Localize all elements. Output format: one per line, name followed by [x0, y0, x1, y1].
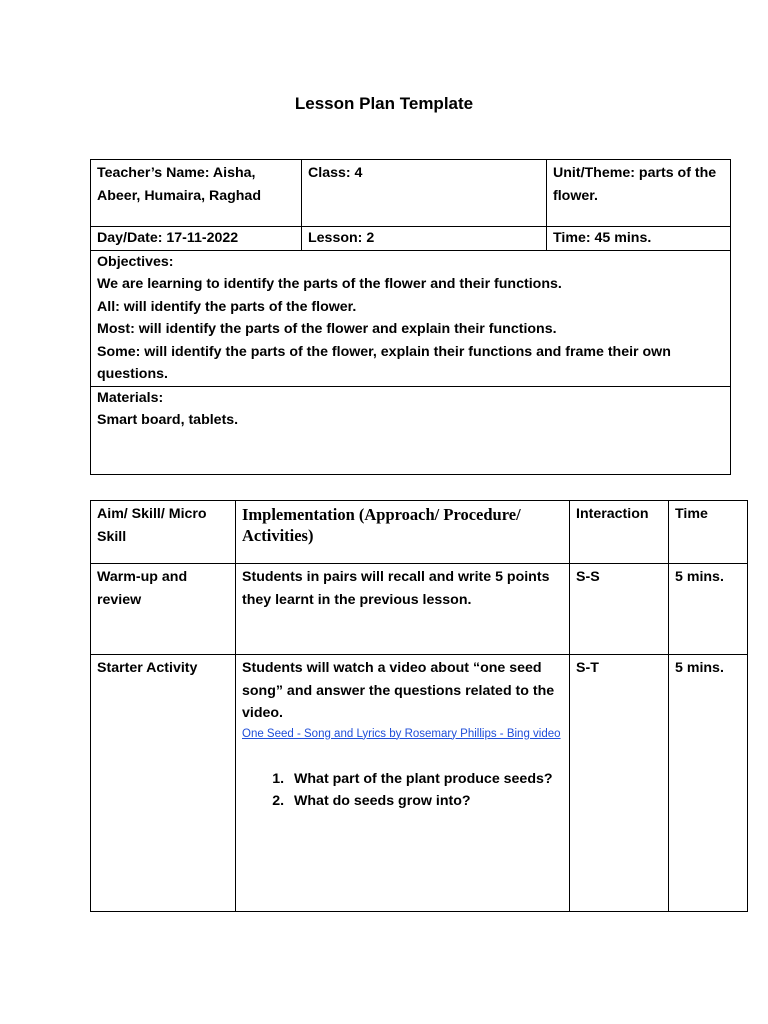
lesson-cell: Lesson: 2 [302, 227, 547, 251]
aim-cell: Warm-up and review [91, 564, 236, 655]
objectives-heading: Objectives: [97, 253, 174, 270]
objective-line: All: will identify the parts of the flower. [97, 298, 357, 315]
materials-text: Smart board, tablets. [97, 412, 239, 428]
materials-cell [91, 386, 731, 474]
list-item: 1. What part of the plant produce seeds? [288, 768, 563, 791]
time-cell: 5 mins. [669, 564, 748, 655]
aim-skill-header: Aim/ Skill/ Micro Skill [91, 501, 236, 564]
time-cell: Time: 45 mins. [547, 227, 731, 251]
video-link[interactable]: One Seed - Song and Lyrics by Rosemary Phillips - Bing video [242, 727, 561, 740]
table-row [91, 227, 731, 251]
list-item: 2. What do seeds grow into? [288, 790, 563, 813]
day-date-cell: Day/Date: 17-11-2022 [91, 227, 302, 251]
objective-line: Most: will identify the parts of the flower and explain their functions. [97, 321, 557, 337]
teacher-name-cell: Teacher’s Name: Aisha, Abeer, Humaira, Raghad [91, 160, 302, 227]
table-row [91, 386, 731, 474]
objective-line: We are learning to identify the parts of the flower and their functions. [97, 276, 562, 292]
table-row [91, 655, 748, 912]
page-title: Lesson Plan Template [294, 94, 474, 113]
activity-cell [236, 655, 570, 912]
activity-cell: Students in pairs will recall and write 5 points they learnt in the previous lesson. [236, 564, 570, 655]
class-cell: Class: 4 [302, 160, 547, 227]
table-row [91, 564, 748, 655]
interaction-header: Interaction [570, 501, 669, 564]
interaction-cell: S-S [570, 564, 669, 655]
question-list [242, 768, 563, 813]
unit-theme-cell: Unit/Theme: parts of the flower. [547, 160, 731, 227]
time-header: Time [669, 501, 748, 564]
lesson-info-table [90, 159, 731, 475]
aim-cell: Starter Activity [91, 655, 236, 912]
table-row [91, 250, 731, 386]
objectives-cell [91, 250, 731, 386]
materials-heading: Materials: [97, 389, 164, 406]
time-cell: 5 mins. [669, 655, 748, 912]
table-header-row [91, 501, 748, 564]
interaction-cell: S-T [570, 655, 669, 912]
activity-text: Students will watch a video about “one seed song” and answer the questions related to the video. [242, 660, 555, 721]
table-row [91, 160, 731, 227]
objective-line: Some: will identify the parts of the flower, explain their functions and frame their own questions. [97, 343, 671, 382]
implementation-header: Implementation (Approach/ Procedure/ Activities) [236, 501, 570, 564]
procedure-table [90, 500, 748, 912]
